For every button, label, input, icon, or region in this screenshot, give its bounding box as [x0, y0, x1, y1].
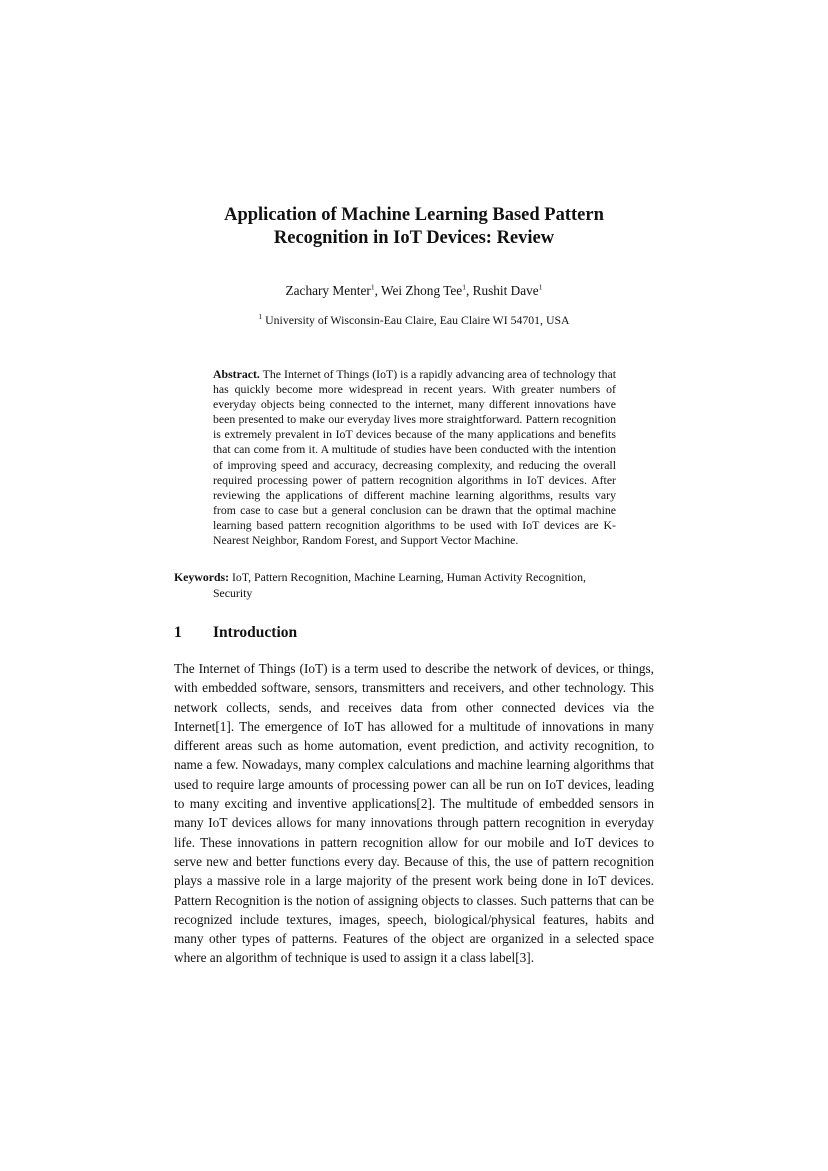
author-affiliation-mark: 1: [462, 282, 466, 292]
author-affiliation-mark: 1: [370, 282, 375, 292]
abstract-label: Abstract.: [213, 367, 260, 381]
affiliation-text: University of Wisconsin-Eau Claire, Eau Claire WI 54701, USA: [262, 313, 570, 327]
paper-title: [174, 204, 654, 250]
paper-title-line-2: Recognition in IoT Devices: Review: [273, 228, 555, 248]
author-affiliation-mark: 1: [538, 282, 543, 292]
keywords: [174, 570, 616, 601]
affiliation-mark: 1: [258, 312, 263, 322]
section-title: Introduction: [213, 624, 298, 641]
paper-title-line-1: Application of Machine Learning Based Pattern: [224, 205, 604, 225]
keywords-label: Keywords:: [174, 570, 230, 584]
section-number: 1: [174, 624, 182, 641]
author-list: [174, 283, 654, 299]
abstract: [213, 367, 616, 548]
author-name: Zachary Menter: [285, 283, 371, 298]
affiliation: [174, 313, 654, 328]
author-name: Wei Zhong Tee: [380, 283, 463, 298]
abstract-text: The Internet of Things (IoT) is a rapidly advancing area of technology that has quickly become more widespread in recent years. With greater numbers of everyday objects being connected to the internet, many different innovations have been presented to make our everyday lives more straightforward. Pattern recognition is extremely prevalent in IoT devices because of the many applications and benefits that can come from it. A multitude of studies have been conducted with the intention of improving speed and accuracy, decreasing complexity, and reducing the overall required processing power of pattern recognition algorithms in IoT devices. After reviewing the applications of different machine learning algorithms, results vary from case to case but a general conclusion can be drawn that the optimal machine learning based pattern recognition algorithms to be used with IoT devices are K-Nearest Neighbor, Random Forest, and Support Vector Machine.: [213, 367, 616, 548]
author-name: Rushit Dave: [472, 283, 539, 298]
author-separator: ,: [374, 283, 381, 298]
keywords-text: IoT, Pattern Recognition, Machine Learning, Human Activity Recognition, Security: [213, 570, 586, 600]
author-separator: ,: [465, 283, 473, 298]
section-heading-introduction: [174, 623, 297, 643]
introduction-paragraph: The Internet of Things (IoT) is a term used to describe the network of devices, or things, with embedded software, sensors, transmitters and receivers, and other technology. This network collects, sends, and receives data from other connected devices via the Internet[1]. The emergence of IoT has allowed for a multitude of innovations in many different areas such as home automation, event prediction, and activity recognition, to name a few. Nowadays, many complex calculations and machine learning algorithms that used to require large amounts of processing power can all be run on IoT devices, leading to many exciting and inventive applications[2]. The multitude of embedded sensors in many IoT devices allows for many innovations through pattern recognition in everyday life. These innovations in pattern recognition allow for our mobile and IoT devices to serve new and better functions every day. Because of this, the use of pattern recognition plays a massive role in a large majority of the present work being done in IoT devices. Pattern Recognition is the notion of assigning objects to classes. Such patterns that can be recognized include textures, images, speech, biological/physical features, habits and many other types of patterns. Features of the object are organized in a selected space where an algorithm of technique is used to assign it a class label[3].: [174, 661, 654, 966]
